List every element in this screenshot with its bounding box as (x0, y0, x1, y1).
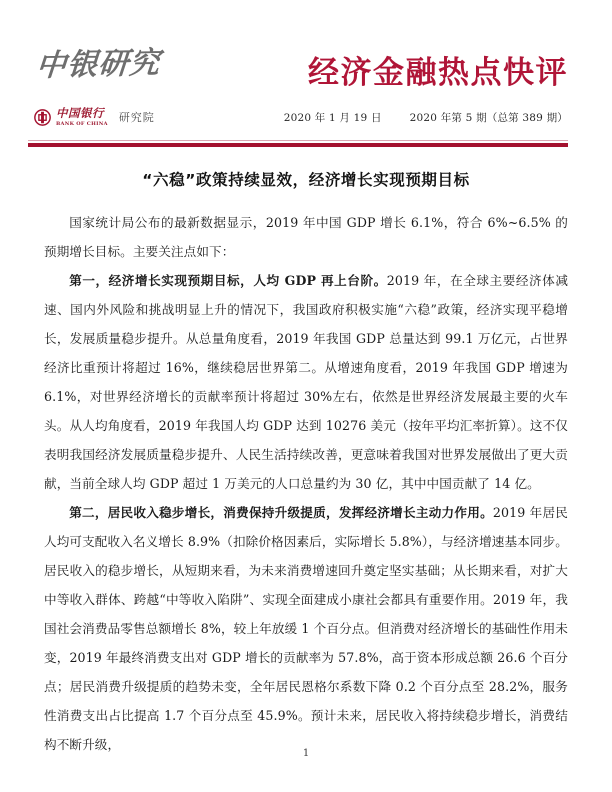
publication-meta (284, 110, 568, 125)
publication-issue: 2020 年第 5 期（总第 389 期） (409, 112, 568, 124)
document-masthead (28, 45, 568, 148)
bank-name-block (56, 108, 108, 127)
paragraph-text: 2019 年，在全球主要经济体减速、国内外风险和挑战明显上升的情况下，我国政府积极实施“六稳”政策，经济实现平稳增长，发展质量稳步提升。从总量角度看，2019 年我国 GDP 总量达到 99.1 万亿元，占世界经济比重预计将超过 16%，继续稳居世界第二。从增速角度看，2019 年我国 GDP 增速为 6.1%，对世界经济增长的贡献率预计将超过 30%左右，依然是世界经济发展最主要的火车头。从人均角度看，2019 年我国人均 GDP 达到 10276 美元（按年平均汇率折算）。这不仅表明我国经济发展质量稳步提升、人民生活持续改善，更意味着我国对世界发展做出了更大贡献，当前全球人均 GDP 超过 1 万美元的人口总量约为 30 亿，其中中国贡献了 14 亿。 (44, 272, 569, 491)
bank-of-china-emblem-icon (34, 109, 51, 126)
publication-date: 2020 年 1 月 19 日 (283, 112, 382, 124)
paragraph-point-two (44, 498, 568, 759)
header-thin-rule (28, 140, 568, 141)
brand-column (28, 45, 288, 127)
article-title: “六稳”政策持续显效，经济增长实现预期目标 (142, 171, 470, 189)
paragraph-intro (44, 208, 568, 266)
paragraph-lead: 第二，居民收入稳步增长，消费保持升级提质，发挥经济增长主动力作用。 (69, 504, 493, 520)
institute-label: 研究院 (118, 111, 155, 125)
paragraph-text: 2019 年居民人均可支配收入名义增长 8.9%（扣除价格因素后，实际增长 5.8%），与经济增速基本同步。居民收入的稳步增长，从短期来看，为未来消费增速回升奠定坚实基础；从长期来看，对扩大中等收入群体、跨越“中等收入陷阱”、实现全面建成小康社会都具有重要作用。2019 年，我国社会消费品零售总额增长 8%，较上年放缓 1 个百分点。但消费对经济增长的基础性作用未变，2019 年最终消费支出对 GDP 增长的贡献率为 57.8%，高于资本形成总额 26.6 个百分点；居民消费升级提质的趋势未变，全年居民恩格尔系数下降 0.2 个百分点至 28.2%，服务性消费支出占比提高 1.7 个百分点至 45.9%。预计未来，居民收入将持续稳步增长，消费结构不断升级， (44, 504, 568, 752)
paragraph-point-one (44, 266, 568, 498)
brand-script-logo: 中银研究 (34, 45, 162, 84)
header-accent-rule (28, 143, 568, 147)
article-body (44, 170, 568, 759)
paragraph-text: 国家统计局公布的最新数据显示，2019 年中国 GDP 增长 6.1%，符合 6%~6.5% 的预期增长目标。主要关注点如下： (44, 214, 568, 259)
bank-of-china-logo (34, 108, 155, 127)
bank-name-cn: 中国银行 (56, 106, 104, 120)
publication-title: 经济金融热点快评 (308, 55, 568, 91)
paragraph-lead: 第一，经济增长实现预期目标，人均 GDP 再上台阶。 (69, 272, 387, 288)
page-number: 1 (302, 748, 310, 759)
bank-name-en: BANK OF CHINA (56, 120, 108, 127)
